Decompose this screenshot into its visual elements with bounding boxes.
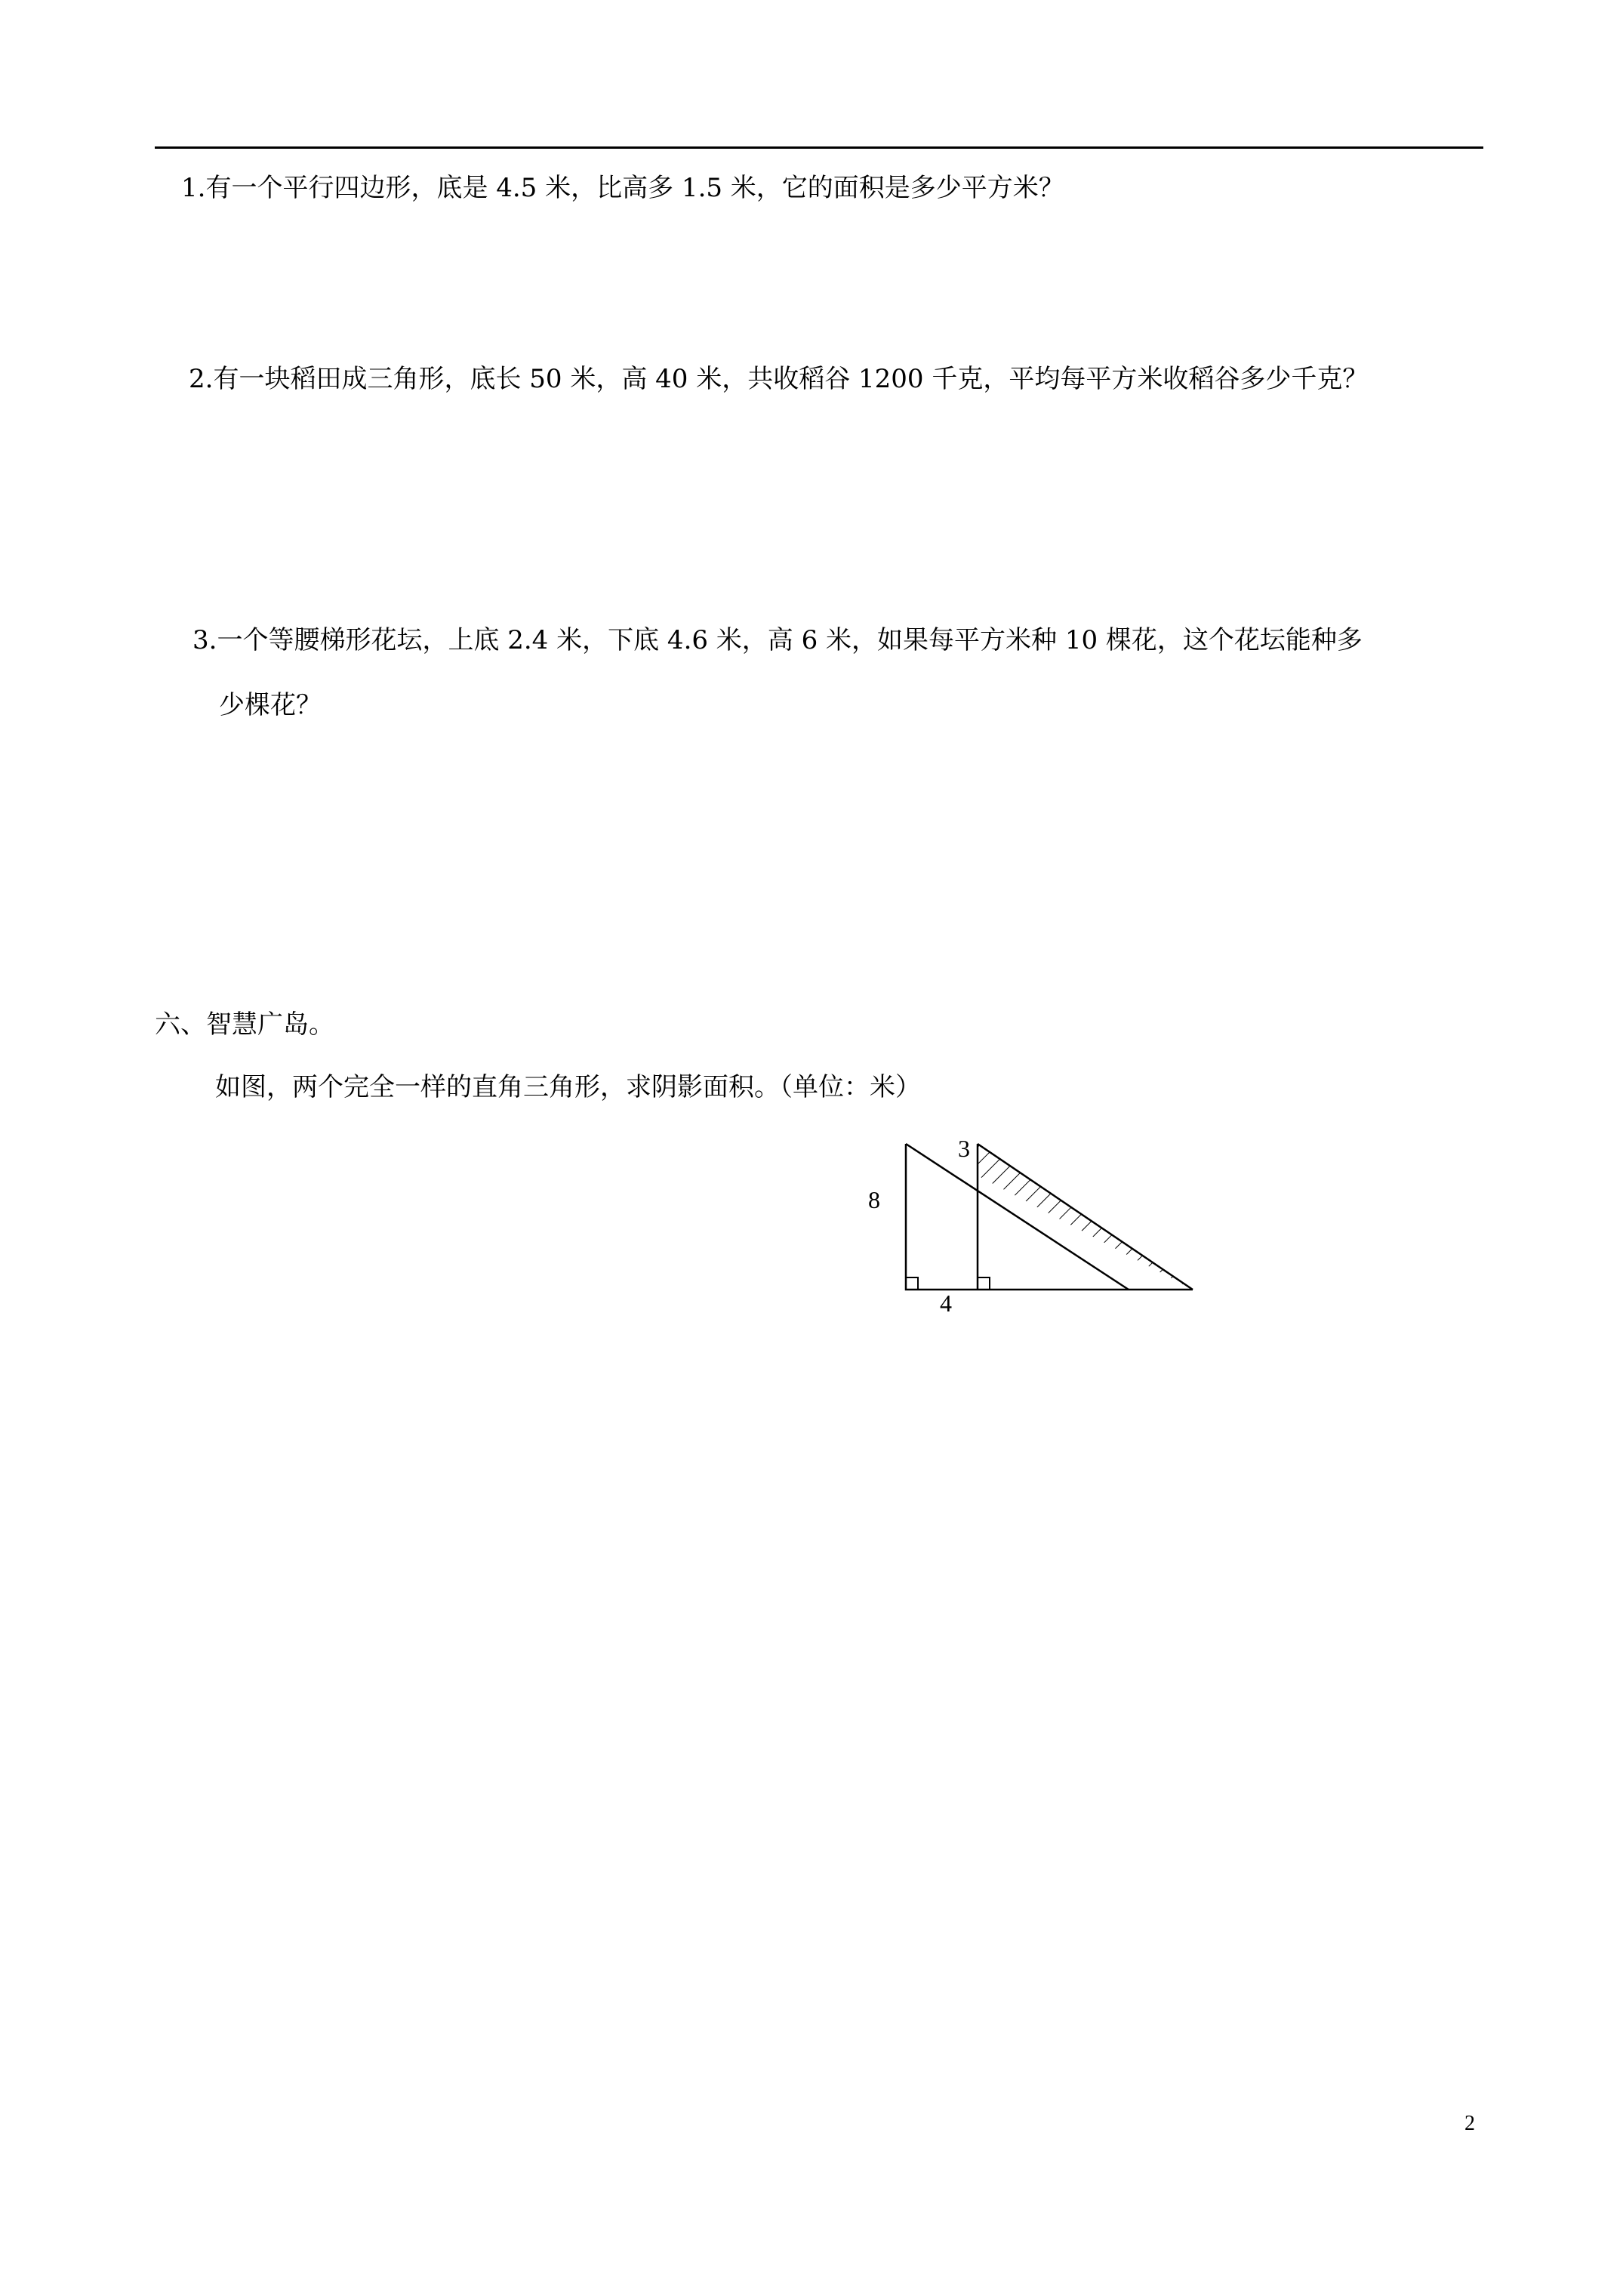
geometry-figure: [845, 1125, 1208, 1317]
section-prompt: 如图，两个完全一样的直角三角形，求阴影面积。（单位：米）: [215, 1072, 921, 1102]
question-2: 2.有一块稻田成三角形，底长 50 米，高 40 米，共收稻谷 1200 千克，平均每平方米收稻谷多少千克？: [189, 364, 1369, 394]
label-top: 3: [958, 1135, 970, 1162]
left-hypotenuse: [906, 1144, 1129, 1290]
right-hypotenuse: [978, 1144, 1193, 1290]
right-angle-mark-right: [978, 1277, 990, 1290]
question-3-line-1: 3.一个等腰梯形花坛，上底 2.4 米，下底 4.6 米，高 6 米，如果每平方米种 10 棵花，这个花坛能种多: [192, 625, 1363, 655]
right-angle-mark-left: [906, 1277, 918, 1290]
question-3-line-2: 少棵花？: [219, 690, 322, 720]
left-triangle: [906, 1144, 1193, 1290]
label-base: 4: [940, 1290, 952, 1314]
label-height: 8: [868, 1186, 880, 1213]
triangles-diagram: [845, 1125, 1208, 1314]
section-heading: 六、智慧广岛。: [155, 1009, 334, 1040]
question-1: 1.有一个平行四边形，底是 4.5 米，比高多 1.5 米，它的面积是多少平方米？: [181, 173, 1064, 203]
header-rule: [155, 146, 1483, 149]
page-number: 2: [1464, 2112, 1475, 2135]
